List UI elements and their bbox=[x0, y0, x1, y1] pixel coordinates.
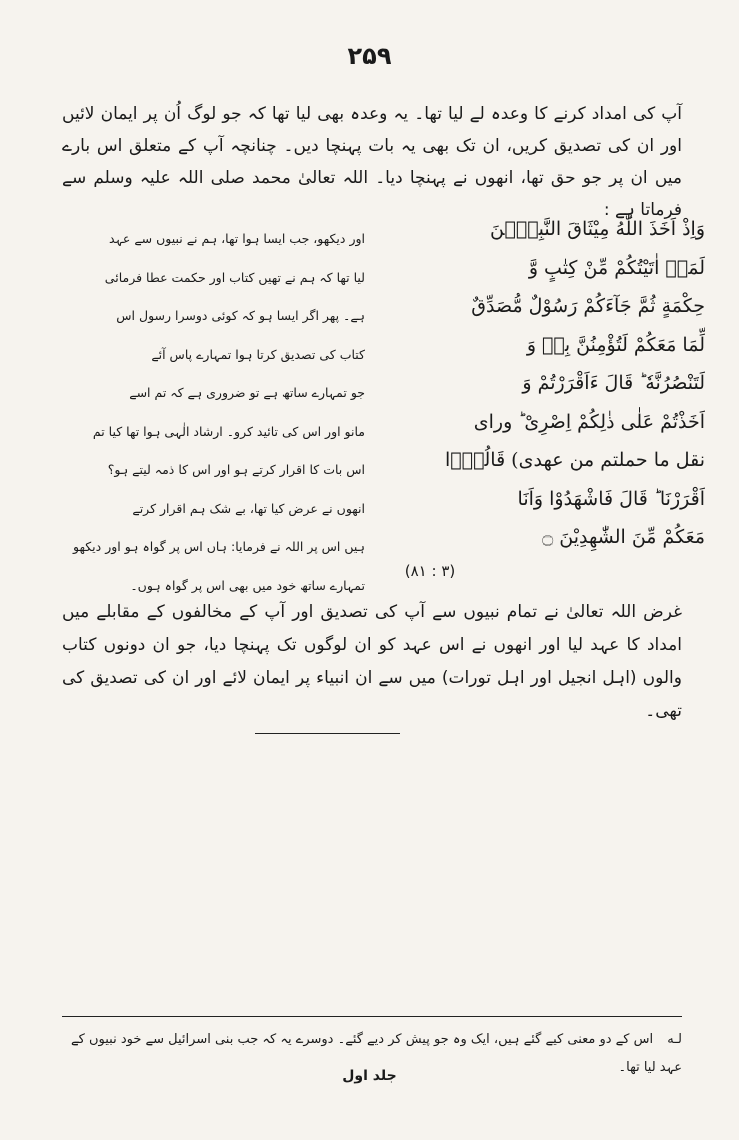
section-divider bbox=[255, 733, 400, 734]
translation-line: اور دیکھو، جب ایسا ہوا تھا، ہم نے نبیوں سے عہد bbox=[109, 231, 365, 246]
translation-block bbox=[60, 220, 365, 605]
verse-line: لِّمَا مَعَكُمْ لَتُؤْمِنُنَّ بِهٖ وَ bbox=[526, 333, 705, 356]
verse-line: اَقْرَرْنَا ؕ قَالَ فَاشْهَدُوْا وَاَنَا bbox=[517, 487, 705, 510]
translation-line: کتاب کی تصدیق کرتا ہوا تمہارے پاس آئے bbox=[151, 346, 365, 362]
footnote-text: اس کے دو معنی کیے گئے ہیں، ایک وہ جو پیش کر دیے گئے۔ دوسرے یہ کہ جب بنی اسرائیل سے خود نبیوں کے عہد لیا تھا۔ bbox=[71, 1032, 682, 1075]
footnote-divider bbox=[62, 1016, 682, 1017]
verse-line: لَمَاۤ اٰتَيْتُكُمْ مِّنْ كِتٰبٍ وَّ bbox=[528, 256, 705, 279]
page-number: ۲۵۹ bbox=[347, 42, 392, 70]
translation-line: انھوں نے عرض کیا تھا، بے شک ہم اقرار کرتے bbox=[132, 500, 365, 516]
translation-line: ہے۔ پھر اگر ایسا ہو کہ کوئی دوسرا رسول اس bbox=[116, 308, 365, 323]
volume-label: جلد اول bbox=[342, 1068, 397, 1084]
intro-paragraph: آپ کی امداد کرنے کا وعدہ لے لیا تھا۔ یہ وعدہ بھی لیا تھا کہ جو لوگ اُن پر ایمان لائیں اور ان کی تصدیق کریں، ان تک بھی یہ بات پہنچا دیں۔ چنانچہ آپ کے متعلق اس بارے میں ان پر جو حق تھا، انھوں نے پہنچا دیا۔ اللہ تعالیٰ محمد صلی اللہ علیہ وسلم سے فرماتا ہے : bbox=[62, 104, 682, 220]
verse-line: حِكْمَةٍ ثُمَّ جَآءَكُمْ رَسُوْلٌ مُّصَدِّقٌ bbox=[471, 295, 705, 317]
verse-line: لَتَنْصُرُنَّهٗ ؕ قَالَ ءَاَقْرَرْتُمْ وَ bbox=[522, 372, 705, 394]
translation-line: جو تمہارے ساتھ ہے تو ضروری ہے کہ تم اسے bbox=[129, 385, 365, 400]
quran-verse-block bbox=[375, 210, 705, 557]
closing-paragraph: غرض اللہ تعالیٰ نے تمام نبیوں سے آپ کی تصدیق اور آپ کے مخالفوں کے مقابلے میں امداد کا عہد لیا اور انھوں نے اس عہد کو ان لوگوں تک پہنچا دیا، جو ان دونوں کتاب والوں (اہل انجیل اور اہل تورات) میں سے ان انبیاء پر ایمان لائے اور ان کی تصدیق کی تھی۔ bbox=[62, 602, 682, 721]
verse-line: اَخَذْتُمْ عَلٰى ذٰلِكُمْ اِصْرِىْ ؕ ورای bbox=[473, 410, 705, 433]
translation-line: تمہارے ساتھ خود میں بھی اس پر گواہ ہوں۔ bbox=[130, 577, 365, 593]
verse-line: نقل ما حملتم من عهدی) قَالُوْۤا bbox=[445, 449, 705, 471]
translation-line: اس بات کا اقرار کرتے ہو اور اس کا ذمہ لیتے ہو؟ bbox=[107, 462, 365, 477]
verse-line: مَعَكُمْ مِّنَ الشّٰهِدِيْنَ ۝ bbox=[542, 526, 705, 548]
translation-line: مانو اور اس کی تائید کرو۔ ارشاد الٰہی ہوا تھا کیا تم bbox=[92, 423, 365, 439]
verse-line: وَاِذْ اَخَذَ اللّٰهُ مِيْثَاقَ النَّبِيّٖنَ bbox=[490, 218, 705, 240]
translation-line: لیا تھا کہ ہم نے تھیں کتاب اور حکمت عطا فرمائی bbox=[104, 269, 365, 285]
translation-line: ہیں اس پر اللہ نے فرمایا: ہاں اس پر گواہ ہو اور دیکھو bbox=[73, 539, 365, 554]
footnote-marker: لـه bbox=[667, 1032, 682, 1047]
verse-reference: (۳ : ۸۱) bbox=[404, 562, 456, 580]
